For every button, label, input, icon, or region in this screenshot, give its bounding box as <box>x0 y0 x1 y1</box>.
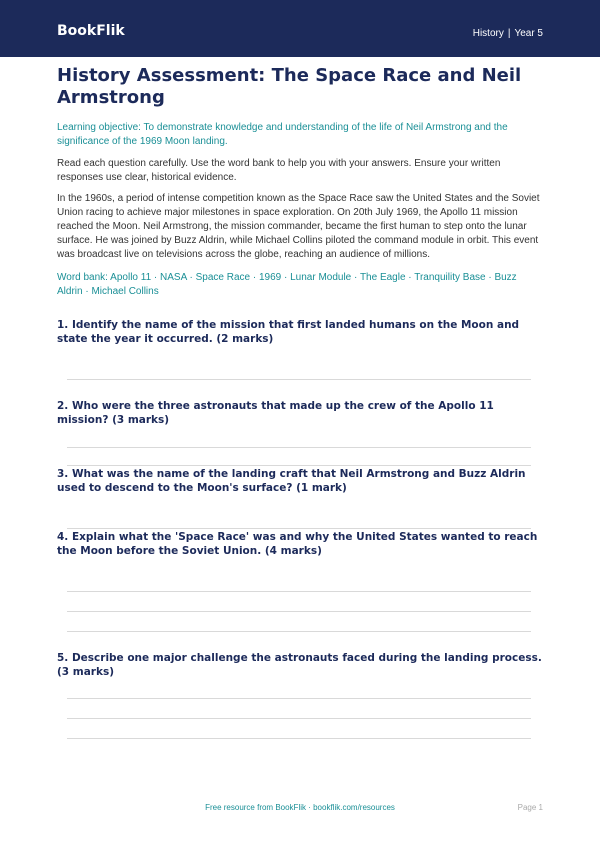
brand-logo[interactable]: BookFlik <box>57 23 125 39</box>
breadcrumb <box>473 27 543 40</box>
answer-line[interactable] <box>67 591 531 592</box>
answer-line[interactable] <box>67 738 531 739</box>
footer-resource-link[interactable]: Free resource from BookFlik · bookflik.com/resources <box>205 803 395 812</box>
question-5: 5. Describe one major challenge the astronauts faced during the landing process. (3 marks) <box>57 652 542 678</box>
page-header <box>0 0 600 57</box>
passage-text: In the 1960s, a period of intense competition known as the Space Race saw the United States and the Soviet Union racing to achieve major milestones in space exploration. On 20th July 1969, the Apollo 11 mission reached the Moon. Neil Armstrong, the mission commander, became the first human to step onto the lunar surface. He was joined by Buzz Aldrin, while Michael Collins piloted the command module in orbit. This event was broadcast live on televisions across the globe, reaching an audience of millions. <box>57 193 540 260</box>
answer-line[interactable] <box>67 465 531 466</box>
page-number: Page 1 <box>517 803 543 812</box>
breadcrumb-year: Year 5 <box>514 28 543 39</box>
breadcrumb-separator: | <box>507 28 511 39</box>
page-title: History Assessment: The Space Race and Neil Armstrong <box>57 65 522 108</box>
breadcrumb-subject: History <box>472 28 504 39</box>
question-2: 2. Who were the three astronauts that made up the crew of the Apollo 11 mission? (3 marks) <box>57 400 494 426</box>
word-bank: Word bank: Apollo 11 · NASA · Space Race · 1969 · Lunar Module · The Eagle · Tranquility Base · Buzz Aldrin · Michael Collins <box>57 272 517 297</box>
answer-line[interactable] <box>67 528 531 529</box>
question-4: 4. Explain what the 'Space Race' was and why the United States wanted to reach the Moon before the Soviet Union. (4 marks) <box>57 531 538 557</box>
answer-line[interactable] <box>67 379 531 380</box>
learning-objective: Learning objective: To demonstrate knowledge and understanding of the life of Neil Armstrong and the significance of the 1969 Moon landing. <box>57 122 508 147</box>
answer-line[interactable] <box>67 611 531 612</box>
answer-line[interactable] <box>67 718 531 719</box>
question-1: 1. Identify the name of the mission that first landed humans on the Moon and state the year it occurred. (2 marks) <box>57 319 520 345</box>
instructions-text: Read each question carefully. Use the word bank to help you with your answers. Ensure your written responses use clear, historical evidence. <box>57 158 501 183</box>
answer-line[interactable] <box>67 698 531 699</box>
answer-line[interactable] <box>67 631 531 632</box>
answer-line[interactable] <box>67 447 531 448</box>
question-3: 3. What was the name of the landing craft that Neil Armstrong and Buzz Aldrin used to descend to the Moon's surface? (1 mark) <box>57 468 526 494</box>
